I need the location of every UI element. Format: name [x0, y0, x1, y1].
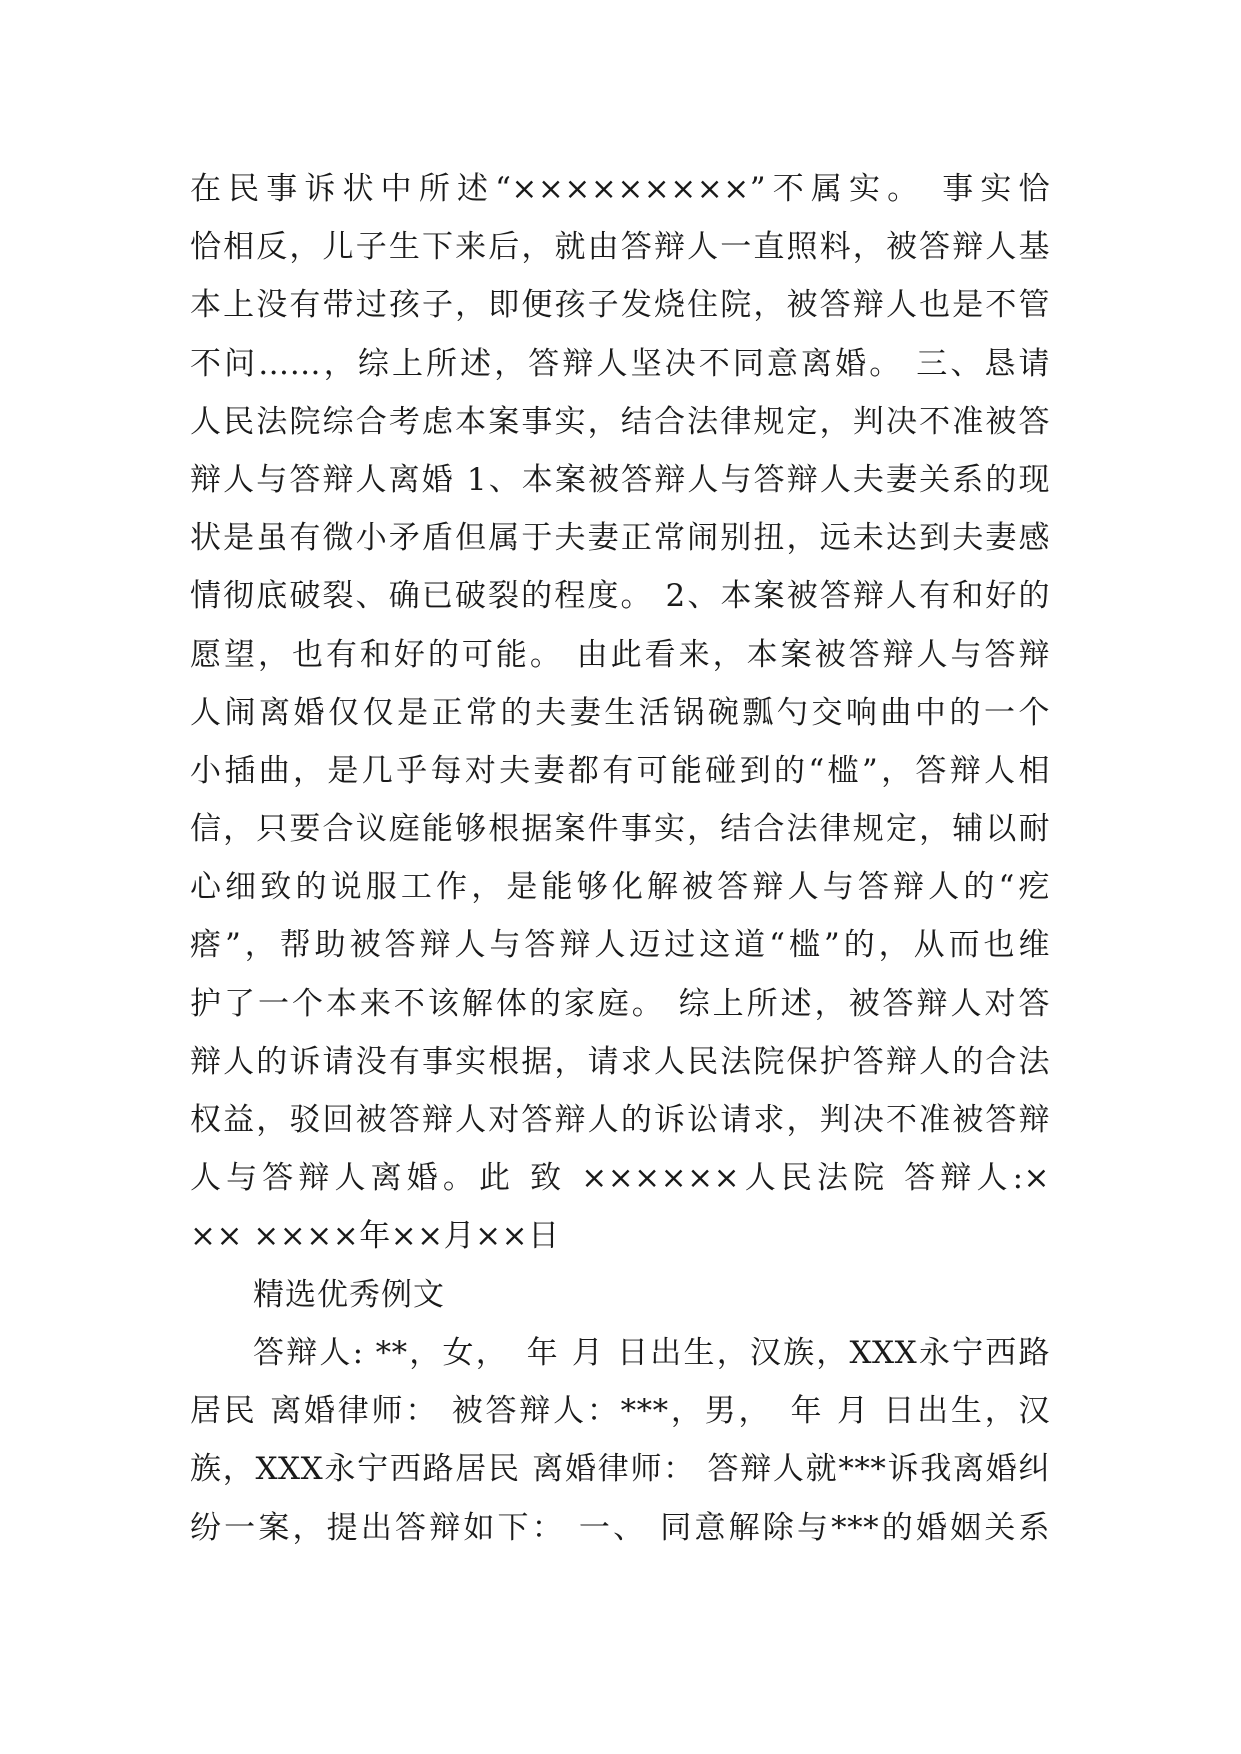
text-line: 心细致的说服工作，是能够化解被答辩人与答辩人的“疙: [190, 869, 1050, 906]
text-line: 情彻底破裂、确已破裂的程度。 2、本案被答辩人有和好的: [190, 578, 1050, 615]
text-line: 权益，驳回被答辩人对答辩人的诉讼请求，判决不准被答辩: [190, 1102, 1050, 1138]
text-line: 本上没有带过孩子，即便孩子发烧住院，被答辩人也是不管: [190, 287, 1050, 324]
text-line: 居民 离婚律师： 被答辩人：***，男， 年 月 日出生，汉: [190, 1393, 1050, 1430]
text-line: 人与答辩人离婚。此 致 ××××××人民法院 答辩人:×: [190, 1160, 1050, 1197]
text-line: 信，只要合议庭能够根据案件事实，结合法律规定，辅以耐: [190, 811, 1050, 848]
text-line-indented: 答辩人: **，女， 年 月 日出生，汉族，XXX永宁西路: [253, 1335, 1050, 1371]
text-line: 护了一个本来不该解体的家庭。 综上所述，被答辩人对答: [190, 985, 1050, 1022]
text-line: 辩人的诉请没有事实根据，请求人民法院保护答辩人的合法: [190, 1043, 1050, 1080]
document-body-section-2: [190, 1324, 1050, 1557]
text-line: 愿望，也有和好的可能。 由此看来，本案被答辩人与答辩: [190, 636, 1050, 673]
text-line: 瘩”，帮助被答辩人与答辩人迈过这道“槛”的，从而也维: [190, 927, 1050, 964]
text-line: 小插曲，是几乎每对夫妻都有可能碰到的“槛”，答辩人相: [190, 752, 1050, 789]
text-line: 状是虽有微小矛盾但属于夫妻正常闹别扭，远未达到夫妻感: [190, 520, 1050, 557]
text-line: 不问……，综上所述，答辩人坚决不同意离婚。 三、恳请: [190, 345, 1050, 382]
text-line: 人民法院综合考虑本案事实，结合法律规定，判决不准被答: [190, 403, 1050, 440]
text-line: 人闹离婚仅仅是正常的夫妻生活锅碗瓢勺交响曲中的一个: [190, 694, 1050, 731]
text-line: 纷一案，提出答辩如下： 一、 同意解除与***的婚姻关系: [190, 1509, 1050, 1546]
document-body-section-1: [190, 160, 1050, 1266]
text-line: 族，XXX永宁西路居民 离婚律师： 答辩人就***诉我离婚纠: [190, 1451, 1050, 1488]
text-line: 恰相反，儿子生下来后，就由答辩人一直照料，被答辩人基: [190, 229, 1050, 266]
text-line-last: ×× ××××年××月××日: [190, 1218, 560, 1255]
section-heading: 精选优秀例文: [253, 1277, 445, 1313]
text-line: 辩人与答辩人离婚 1、本案被答辩人与答辩人夫妻关系的现: [190, 461, 1050, 498]
text-line: 在民事诉状中所述“×××××××××”不属实。 事实恰: [190, 171, 1050, 207]
